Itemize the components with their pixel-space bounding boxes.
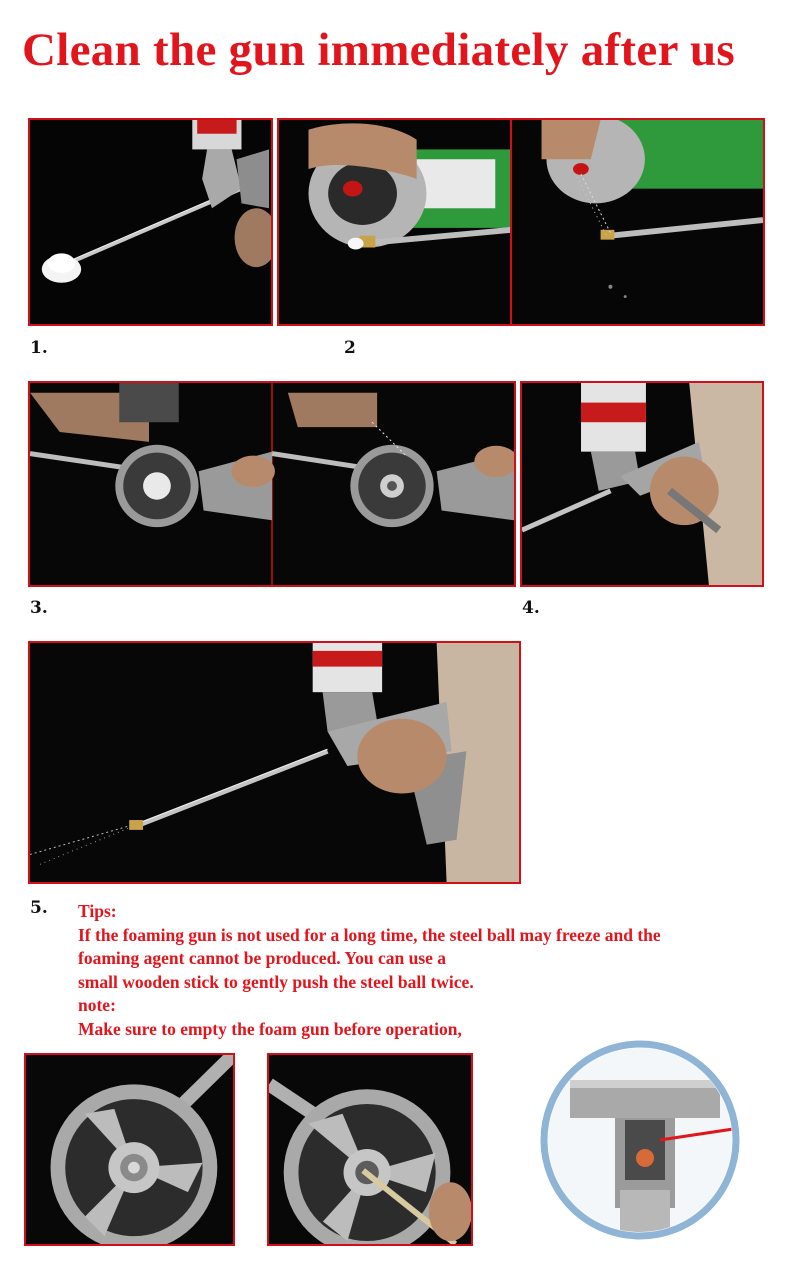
tips-heading: Tips: — [78, 901, 117, 921]
spraying-cleaner-into-nozzle-photo — [510, 118, 765, 326]
step-label-4: 4. — [522, 598, 540, 618]
tips-line-4: Make sure to empty the foam gun before operation, — [78, 1018, 462, 1039]
tips-line-3: small wooden stick to gently push the steel ball twice. — [78, 971, 474, 992]
page-title: Clean the gun immediately after us — [22, 24, 735, 76]
tips-section — [78, 900, 790, 1042]
adapter-ring-closeup-photo — [24, 1053, 235, 1246]
wooden-stick-pushing-ball-photo — [267, 1053, 473, 1246]
step-label-2: 2 — [344, 338, 356, 358]
step-label-5: 5. — [30, 898, 48, 918]
removing-can-photo — [277, 118, 513, 326]
flushing-gun-with-cleaner-photo — [28, 641, 521, 884]
cleaner-can-mounted-photo — [520, 381, 764, 587]
step-label-3: 3. — [30, 598, 48, 618]
tips-line-2: foaming agent cannot be produced. You can use a — [78, 948, 447, 969]
foam-gun-dispensing-foam-photo — [28, 118, 273, 326]
spraying-cleaner-into-adapter-photo — [28, 381, 516, 587]
step-label-1: 1. — [30, 338, 48, 358]
note-heading: note: — [78, 995, 116, 1016]
valve-cutaway-diagram — [540, 1040, 740, 1240]
tips-line-1: If the foaming gun is not used for a long time, the steel ball may freeze and the — [78, 924, 661, 945]
